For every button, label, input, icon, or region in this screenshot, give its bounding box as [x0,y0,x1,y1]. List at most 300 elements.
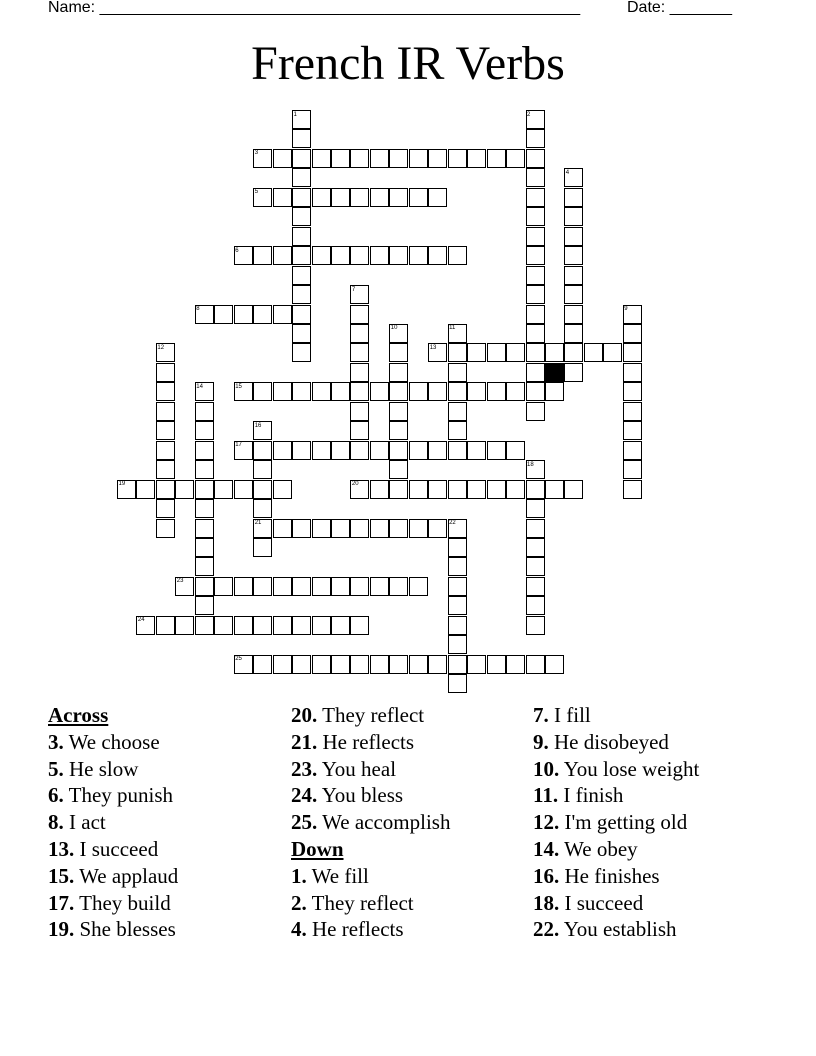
grid-cell[interactable] [526,305,545,324]
grid-cell[interactable] [253,441,272,460]
grid-cell[interactable] [389,519,408,538]
grid-cell[interactable] [448,655,467,674]
grid-cell[interactable] [623,421,642,440]
grid-cell[interactable] [564,305,583,324]
clue-number-12: 12 [157,344,165,351]
grid-cell[interactable] [506,655,525,674]
grid-cell[interactable] [331,577,350,596]
clue-number-7: 7 [351,286,356,293]
grid-cell[interactable] [234,480,253,499]
clue-item-text: You bless [321,783,404,808]
grid-cell[interactable] [350,577,369,596]
grid-cell[interactable] [448,441,467,460]
grid-cell[interactable] [389,577,408,596]
grid-cell[interactable] [564,285,583,304]
page-title: French IR Verbs [251,37,565,90]
clue-item-number: 1. [291,863,307,888]
grid-cell[interactable] [253,305,272,324]
grid-cell[interactable] [312,616,331,635]
grid-cell[interactable] [448,635,467,654]
clue-number-11: 11 [449,325,456,332]
clue-item [291,863,450,890]
grid-cell[interactable] [370,149,389,168]
clue-item [291,916,450,943]
grid-cell[interactable] [331,519,350,538]
grid-cell[interactable] [370,441,389,460]
clue-number-14: 14 [196,383,203,390]
grid-cell[interactable] [253,480,272,499]
grid-cell[interactable] [526,266,545,285]
grid-cell[interactable] [175,480,194,499]
grid-cell[interactable] [428,382,447,401]
grid-cell[interactable] [526,596,545,615]
grid-cell[interactable] [623,363,642,382]
clue-item-text: We accomplish [322,810,451,835]
grid-cell[interactable] [350,246,369,265]
clue-number-16: 16 [254,422,262,429]
clue-item-text: You heal [321,756,397,781]
grid-cell[interactable] [487,149,506,168]
grid-cell[interactable] [526,519,545,538]
clue-item-text: You lose weight [563,756,700,781]
grid-cell[interactable] [428,655,447,674]
grid-cell[interactable] [409,188,428,207]
grid-cell[interactable] [526,480,545,499]
clue-item [533,890,699,917]
grid-cell[interactable] [273,188,292,207]
grid-cell[interactable] [564,188,583,207]
grid-cell[interactable] [195,499,214,518]
grid-cell[interactable] [428,149,447,168]
grid-cell[interactable] [370,519,389,538]
grid-cell[interactable] [350,421,369,440]
grid-cell[interactable] [526,382,545,401]
grid-cell[interactable] [526,227,545,246]
grid-cell[interactable] [389,402,408,421]
grid-cell[interactable] [214,480,233,499]
grid-cell[interactable] [156,382,175,401]
grid-cell[interactable] [234,305,253,324]
grid-cell[interactable] [273,382,292,401]
clue-item [48,809,178,836]
grid-cell[interactable] [312,188,331,207]
grid-cell[interactable] [214,616,233,635]
grid-cell[interactable] [331,188,350,207]
grid-cell[interactable] [467,655,486,674]
clue-item-number: 13. [48,836,75,861]
grid-cell[interactable] [350,188,369,207]
grid-cell[interactable] [526,149,545,168]
clue-item [291,890,450,917]
grid-cell[interactable] [370,655,389,674]
grid-cell[interactable] [136,480,155,499]
clue-item-text: I succeed [79,836,159,861]
grid-cell[interactable] [253,382,272,401]
grid-cell[interactable] [603,343,622,362]
clue-column-1 [48,702,178,943]
grid-cell[interactable] [526,402,545,421]
grid-cell[interactable] [253,460,272,479]
grid-cell[interactable] [195,557,214,576]
grid-cell[interactable] [292,188,311,207]
grid-cell[interactable] [350,519,369,538]
grid-cell[interactable] [292,655,311,674]
grid-cell[interactable] [156,519,175,538]
grid-cell[interactable] [292,382,311,401]
grid-cell[interactable] [389,363,408,382]
grid-cell[interactable] [409,655,428,674]
grid-cell[interactable] [292,246,311,265]
grid-cell[interactable] [273,246,292,265]
grid-cell[interactable] [389,188,408,207]
clue-item-text: We fill [311,863,369,888]
clue-column-3 [533,702,699,943]
clue-number-9: 9 [624,306,628,312]
grid-cell[interactable] [156,480,175,499]
clue-number-24: 24 [137,617,145,624]
grid-cell[interactable] [545,343,564,362]
grid-cell[interactable] [564,324,583,343]
grid-cell[interactable] [389,460,408,479]
grid-cell[interactable] [526,538,545,557]
grid-cell[interactable] [312,441,331,460]
clue-number-25: 25 [235,656,242,663]
grid-cell[interactable] [370,480,389,499]
grid-cell[interactable] [409,246,428,265]
grid-cell[interactable] [253,499,272,518]
grid-cell[interactable] [526,168,545,187]
grid-cell[interactable] [195,480,214,499]
grid-cell[interactable] [292,168,311,187]
grid-cell[interactable] [234,616,253,635]
grid-cell[interactable] [526,188,545,207]
clue-item-number: 10. [533,756,560,781]
grid-cell[interactable] [623,460,642,479]
grid-cell[interactable] [350,616,369,635]
clue-item-text: We applaud [79,863,179,888]
grid-cell[interactable] [389,480,408,499]
grid-cell[interactable] [195,596,214,615]
clue-item-text: I act [69,810,106,835]
clue-item-text: I'm getting old [564,810,688,835]
grid-cell[interactable] [389,246,408,265]
grid-cell[interactable] [350,324,369,343]
grid-cell[interactable] [156,441,175,460]
grid-cell[interactable] [273,305,292,324]
grid-cell[interactable] [487,441,506,460]
grid-cell[interactable] [526,655,545,674]
grid-cell[interactable] [487,480,506,499]
clue-number-4: 4 [565,169,570,176]
grid-cell[interactable] [331,616,350,635]
grid-cell[interactable] [448,382,467,401]
grid-cell[interactable] [389,655,408,674]
clue-number-5: 5 [254,189,259,196]
grid-cell[interactable] [350,655,369,674]
grid-cell[interactable] [526,285,545,304]
grid-cell[interactable] [448,674,467,693]
grid-cell[interactable] [292,324,311,343]
grid-cell[interactable] [448,343,467,362]
grid-cell[interactable] [389,382,408,401]
grid-cell[interactable] [467,149,486,168]
grid-cell[interactable] [312,382,331,401]
clue-item-text: They reflect [311,890,414,915]
grid-cell[interactable] [467,343,486,362]
grid-cell[interactable] [370,246,389,265]
clue-item [48,782,178,809]
clue-item-text: I finish [563,783,624,808]
grid-cell[interactable] [253,577,272,596]
clue-item [48,729,178,756]
clue-number-3: 3 [254,150,259,157]
grid-cell[interactable] [195,421,214,440]
grid-cell[interactable] [253,538,272,557]
grid-cell[interactable] [428,519,447,538]
grid-cell[interactable] [253,616,272,635]
grid-cell[interactable] [312,655,331,674]
grid-cell[interactable] [409,519,428,538]
grid-cell[interactable] [195,616,214,635]
grid-cell[interactable] [409,149,428,168]
grid-cell[interactable] [545,382,564,401]
clue-item [533,756,699,783]
grid-cell[interactable] [214,577,233,596]
grid-cell[interactable] [370,382,389,401]
grid-cell[interactable] [292,577,311,596]
clue-item-text: I fill [554,703,591,727]
clue-number-10: 10 [390,325,398,332]
clue-item-text: He finishes [564,863,660,888]
grid-cell[interactable] [292,285,311,304]
grid-cell[interactable] [292,616,311,635]
grid-cell[interactable] [253,655,272,674]
grid-cell[interactable] [623,402,642,421]
grid-cell[interactable] [331,149,350,168]
grid-cell[interactable] [195,441,214,460]
grid-cell[interactable] [623,382,642,401]
clue-number-8: 8 [196,306,200,312]
grid-cell[interactable] [623,343,642,362]
clue-number-20: 20 [351,481,359,488]
grid-cell[interactable] [409,480,428,499]
grid-cell[interactable] [234,577,253,596]
grid-cell[interactable] [389,441,408,460]
grid-cell[interactable] [487,382,506,401]
grid-cell[interactable] [506,480,525,499]
grid-cell[interactable] [623,441,642,460]
grid-cell[interactable] [448,577,467,596]
grid-cell[interactable] [448,421,467,440]
clue-number-15: 15 [235,383,242,390]
grid-cell[interactable] [623,480,642,499]
grid-cell[interactable] [292,207,311,226]
grid-cell[interactable] [389,421,408,440]
grid-cell[interactable] [526,129,545,148]
clue-item-number: 18. [533,890,560,915]
grid-cell[interactable] [409,382,428,401]
grid-cell[interactable] [448,149,467,168]
grid-cell[interactable] [350,402,369,421]
clue-column-2 [291,702,450,943]
clue-item [48,836,178,863]
grid-cell[interactable] [273,616,292,635]
grid-cell[interactable] [273,519,292,538]
grid-cell[interactable] [273,441,292,460]
grid-cell[interactable] [448,363,467,382]
grid-cell[interactable] [564,480,583,499]
grid-cell[interactable] [156,460,175,479]
grid-cell[interactable] [428,441,447,460]
grid-cell[interactable] [428,246,447,265]
grid-cell[interactable] [273,577,292,596]
grid-cell[interactable] [312,246,331,265]
grid-cell[interactable] [526,499,545,518]
grid-cell[interactable] [195,519,214,538]
clue-item-text: He disobeyed [554,729,669,754]
clue-number-2: 2 [527,111,531,118]
grid-cell[interactable] [448,402,467,421]
grid-cell[interactable] [331,382,350,401]
grid-cell[interactable] [273,655,292,674]
grid-cell[interactable] [156,402,175,421]
grid-cell[interactable] [350,343,369,362]
clue-item-text: I succeed [564,890,644,915]
grid-cell[interactable] [623,324,642,343]
grid-cell[interactable] [195,460,214,479]
grid-cell[interactable] [467,480,486,499]
grid-cell[interactable] [156,363,175,382]
grid-cell[interactable] [448,557,467,576]
grid-cell[interactable] [506,343,525,362]
grid-cell[interactable] [526,207,545,226]
grid-cell[interactable] [312,149,331,168]
grid-cell[interactable] [526,557,545,576]
grid-cell[interactable] [195,538,214,557]
grid-cell[interactable] [370,577,389,596]
grid-cell[interactable] [545,655,564,674]
grid-cell[interactable] [526,363,545,382]
clue-item-number: 8. [48,810,64,835]
grid-cell[interactable] [564,266,583,285]
clue-number-22: 22 [449,520,456,526]
grid-cell[interactable] [526,577,545,596]
clue-item-number: 17. [48,890,75,915]
grid-cell[interactable] [467,382,486,401]
grid-cell[interactable] [428,480,447,499]
grid-cell[interactable] [526,246,545,265]
grid-cell[interactable] [350,305,369,324]
grid-cell[interactable] [312,577,331,596]
grid-cell[interactable] [370,188,389,207]
grid-cell[interactable] [448,480,467,499]
grid-cell[interactable] [389,343,408,362]
clue-item [533,809,699,836]
clue-item-number: 25. [291,810,318,835]
clue-item-text: He reflects [312,917,404,942]
clue-item [291,729,450,756]
grid-cell[interactable] [526,343,545,362]
grid-cell[interactable] [156,499,175,518]
grid-cell[interactable] [389,149,408,168]
grid-cell[interactable] [448,596,467,615]
clue-number-1: 1 [293,111,297,118]
grid-cell[interactable] [292,266,311,285]
grid-cell[interactable] [506,441,525,460]
grid-cell[interactable] [214,305,233,324]
grid-cell[interactable] [175,616,194,635]
grid-cell[interactable] [487,655,506,674]
clue-item-text: She blesses [79,917,176,942]
grid-cell[interactable] [350,149,369,168]
grid-cell[interactable] [526,616,545,635]
name-field-label: Name: ______________________________________________________ [48,0,581,16]
clue-item [291,782,450,809]
grid-cell[interactable] [506,149,525,168]
grid-cell[interactable] [292,441,311,460]
grid-cell[interactable] [564,343,583,362]
grid-cell[interactable] [195,577,214,596]
grid-cell[interactable] [331,441,350,460]
grid-cell[interactable] [350,363,369,382]
grid-cell[interactable] [292,227,311,246]
grid-cell[interactable] [584,343,603,362]
grid-cell[interactable] [506,382,525,401]
grid-cell[interactable] [564,207,583,226]
clue-item-number: 22. [533,917,560,942]
grid-cell[interactable] [292,129,311,148]
grid-cell[interactable] [292,343,311,362]
grid-cell[interactable] [253,246,272,265]
grid-cell[interactable] [564,246,583,265]
grid-cell[interactable] [526,324,545,343]
clue-item-number: 15. [48,863,75,888]
grid-cell[interactable] [448,246,467,265]
grid-cell[interactable] [564,227,583,246]
grid-cell[interactable] [156,616,175,635]
grid-cell[interactable] [156,421,175,440]
grid-cell[interactable] [564,363,583,382]
grid-cell[interactable] [467,441,486,460]
grid-cell[interactable] [312,519,331,538]
clue-item [533,729,699,756]
grid-cell[interactable] [273,480,292,499]
grid-cell[interactable] [273,149,292,168]
clue-item-number: 4. [291,917,307,942]
grid-cell[interactable] [331,655,350,674]
date-field-label: Date: _______ [627,0,732,16]
grid-cell[interactable] [350,382,369,401]
grid-cell[interactable] [292,305,311,324]
clue-item-number: 3. [48,729,64,754]
grid-cell[interactable] [545,480,564,499]
clue-item-text: He slow [69,756,139,781]
clue-number-17: 17 [235,442,242,449]
grid-cell[interactable] [487,343,506,362]
grid-cell[interactable] [331,246,350,265]
grid-cell[interactable] [292,149,311,168]
grid-cell[interactable] [409,441,428,460]
grid-cell[interactable] [350,441,369,460]
grid-cell[interactable] [292,519,311,538]
clue-item-number: 9. [533,729,549,754]
grid-cell[interactable] [448,616,467,635]
grid-cell[interactable] [428,188,447,207]
clue-number-18: 18 [527,461,534,468]
grid-cell[interactable] [448,538,467,557]
grid-cell[interactable] [195,402,214,421]
grid-cell[interactable] [409,577,428,596]
